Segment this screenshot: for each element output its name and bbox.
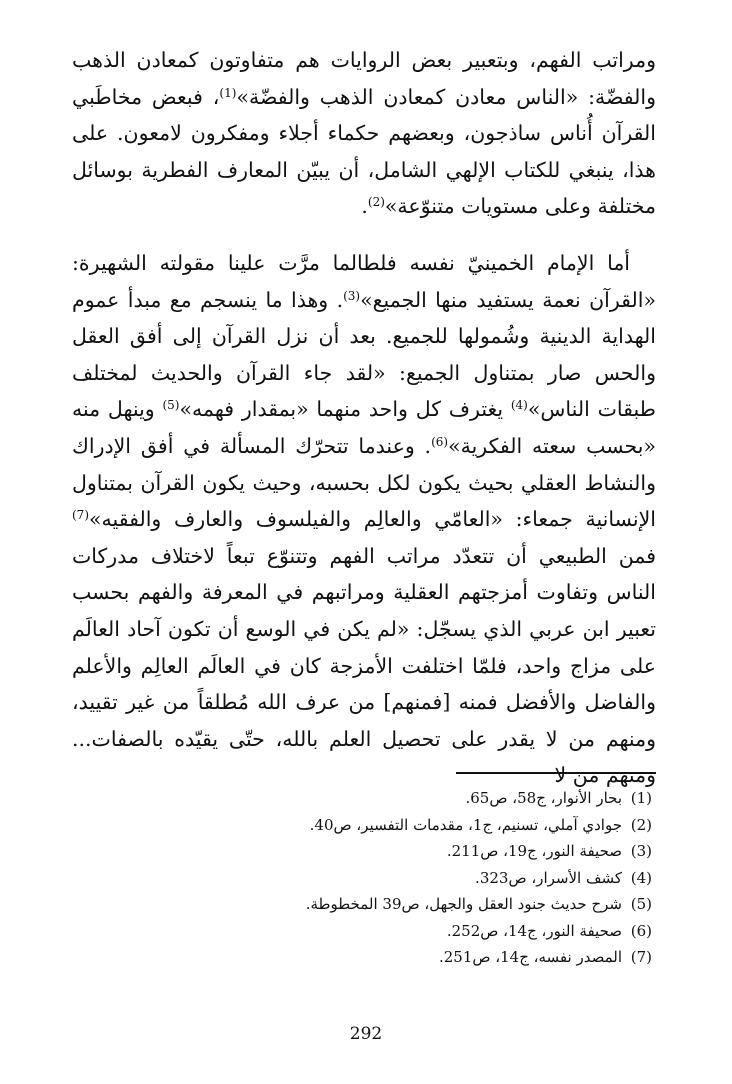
footnote-ref-1: (1): [219, 85, 237, 100]
footnote-item: [72, 785, 652, 812]
footnote-text: صحيفة النور، ج19، ص211.: [446, 842, 622, 860]
footnote-item: [72, 838, 652, 865]
footnote-ref-3: (3): [343, 288, 361, 303]
footnote-text: شرح حديث جنود العقل والجهل، ص39 المخطوطة.: [305, 895, 622, 913]
paragraph-2-text: فمن الطبيعي أن تتعدّد مراتب الفهم وتتنوّع تبعاً لاختلاف مدركات الناس وتفاوت أمزجتهم العقلية ومراتبهم في المعرفة والفهم بحسب تعبير ابن عربي الذي يسجّل: «لم يكن في الوسع أن تكون آحاد العالَم على مزاج واحد، فلمّا اختلفت الأمزجة كان في العالَم العالِم والأعلم والفاضل والأفضل فمنه [فمنهم] من عرف الله مُطلقاً من غير تقييد، ومنهم من لا يقدر على تحصيل العلم بالله، حتّى يقيّده بالصفات... ومنهم من لا: [72, 543, 656, 788]
paragraph-1: [72, 42, 656, 225]
footnote-ref-2: (2): [367, 195, 385, 210]
footnote-number: (7): [630, 948, 652, 966]
footnote-text: كشف الأسرار، ص323.: [475, 868, 622, 887]
footnote-number: (2): [630, 815, 652, 834]
paragraph-2-text: يغترف كل واحد منهما «بمقدار فهمه»: [179, 397, 511, 422]
footnote-item: [72, 812, 652, 839]
footnote-item: [72, 891, 652, 918]
footnote-number: (5): [630, 895, 652, 913]
footnote-item: [72, 918, 652, 945]
footnote-text: جوادي آملي، تسنيم، ج1، مقدمات التفسير، ص40.: [309, 815, 622, 834]
footnote-item: [72, 865, 652, 892]
page-number: 292: [349, 1024, 383, 1044]
footnote-ref-7: (7): [72, 508, 89, 523]
paragraph-2-text: . وعندما تتحرّك المسألة في أفق الإدراك والنشاط العقلي بحيث يكون لكل بحسبه، وحيث يكون القرآن بمتناول الإنسانية جمعاء: «العامّي والعالِم والفيلسوف والعارف والفقيه»: [72, 433, 656, 532]
footnote-ref-5: (5): [162, 398, 180, 413]
paragraph-2-text: وينهل منه «بحسب سعته الفكرية»: [72, 397, 657, 458]
footnote-number: (6): [630, 921, 652, 940]
footnote-number: (1): [630, 789, 652, 807]
footnote-ref-6: (6): [431, 434, 449, 449]
main-text: [72, 42, 656, 794]
footnote-ref-4: (4): [510, 398, 528, 413]
paragraph-2: [72, 245, 656, 794]
paragraph-2-text: . وهذا ما ينسجم مع مبدأ عموم الهداية الدينية وشُمولها للجميع. بعد أن نزل القرآن إلى أفق العقل والحس صار بمتناول الجميع: «لقد جاء القرآن والحديث لمختلف طبقات الناس»: [72, 287, 656, 422]
footnotes-list: [72, 785, 652, 971]
paragraph-1-text: ، فبعض مخاطَبي القرآن أُناس ساذجون، وبعضهم حكماء أجلاء ومفكرون لامعون. على هذا، ينبغي للكتاب الإلهي الشامل، أن يبيّن المعارف الفطرية بوسائل مختلفة وعلى مستويات متنوّعة»: [72, 84, 656, 219]
paragraph-1-text: ومراتب الفهم، وبتعبير بعض الروايات هم متفاوتون كمعادن الذهب والفضّة: «الناس معادن كمعادن الذهب والفضّة»: [72, 48, 656, 109]
footnote-text: بحار الأنوار، ج58، ص65.: [465, 789, 622, 807]
footnote-number: (4): [630, 868, 652, 887]
paragraph-2-text: أما الإمام الخمينيّ نفسه فلطالما مرَّت علينا مقولته الشهيرة: «القرآن نعمة يستفيد منها الجميع»: [72, 250, 656, 312]
footnote-item: [72, 944, 652, 971]
footnote-number: (3): [630, 842, 652, 860]
paragraph-1-text: .: [361, 194, 368, 219]
footnote-text: صحيفة النور، ج14، ص252.: [446, 921, 622, 940]
footnote-separator: [456, 772, 656, 774]
footnote-text: المصدر نفسه، ج14، ص251.: [438, 948, 622, 966]
